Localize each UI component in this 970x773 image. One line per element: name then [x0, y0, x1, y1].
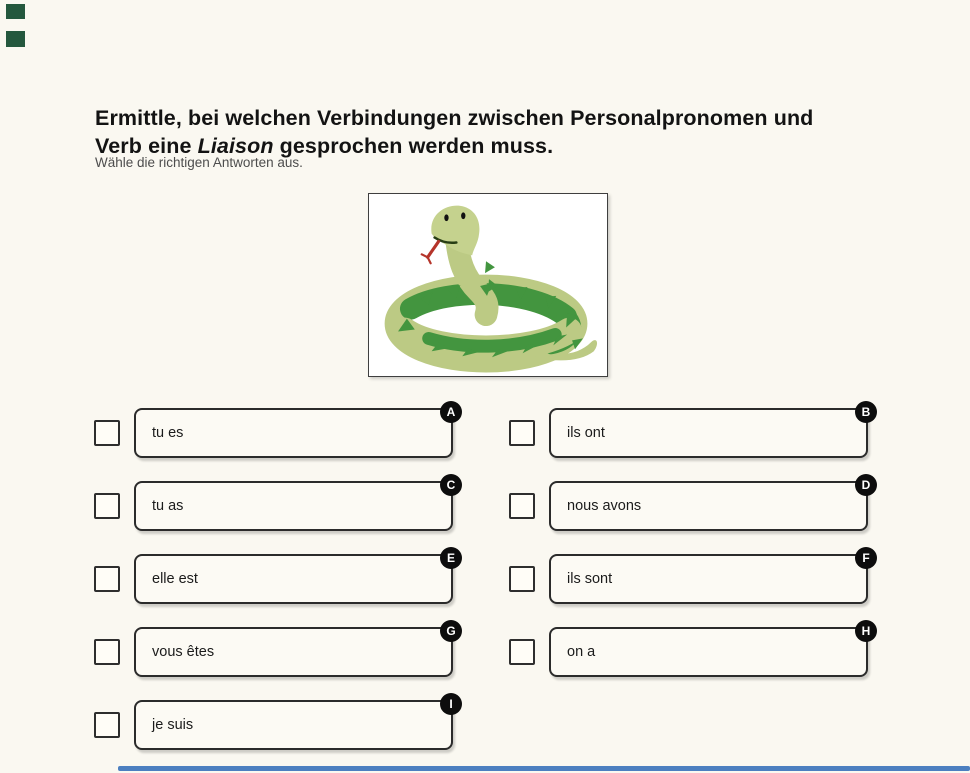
answer-option-f[interactable] [549, 551, 870, 604]
option-letter-badge-h: H [855, 620, 877, 642]
checkbox-d[interactable] [509, 493, 535, 519]
option-label: vous êtes [152, 644, 215, 660]
option-row-b [509, 405, 871, 458]
exercise-instruction: Wähle die richtigen Antworten aus. [95, 155, 303, 170]
option-row-c [94, 478, 456, 531]
answer-option-b[interactable] [549, 405, 871, 458]
answer-option-a[interactable] [134, 405, 456, 458]
option-letter-badge-d: D [855, 474, 877, 496]
option-label: je suis [152, 717, 194, 733]
checkbox-h[interactable] [509, 639, 535, 665]
answer-option-e[interactable] [134, 551, 455, 604]
option-letter-badge-f: F [855, 547, 877, 569]
option-row-e [94, 551, 456, 604]
answer-option-d[interactable] [549, 478, 871, 531]
answer-option-h[interactable] [549, 624, 871, 677]
option-label: nous avons [567, 498, 642, 514]
checkbox-b[interactable] [509, 420, 535, 446]
snake-illustration [369, 194, 607, 376]
option-label: ils ont [567, 425, 605, 441]
option-row-g [94, 624, 456, 677]
title-italic-term: Liaison [197, 134, 274, 159]
answer-option-i[interactable] [134, 697, 453, 750]
checkbox-a[interactable] [94, 420, 120, 446]
option-letter-badge-c: C [440, 474, 462, 496]
corner-marker-square-bottom [6, 31, 25, 47]
title-line-1: Ermittle, bei welchen Verbindungen zwischen Personalpronomen und [95, 106, 814, 131]
answer-option-c[interactable] [134, 478, 456, 531]
option-row-a [94, 405, 456, 458]
option-label: tu es [152, 425, 184, 441]
option-label: elle est [152, 571, 198, 587]
exercise-title [95, 104, 895, 160]
checkbox-i[interactable] [94, 712, 120, 738]
option-letter-badge-a: A [440, 401, 462, 423]
answer-option-g[interactable] [134, 624, 456, 677]
option-label: on a [567, 644, 596, 660]
option-letter-badge-e: E [440, 547, 462, 569]
option-label: tu as [152, 498, 184, 514]
option-row-d [509, 478, 871, 531]
answer-options-grid [94, 405, 884, 768]
option-letter-badge-g: G [440, 620, 462, 642]
option-row-f [509, 551, 871, 604]
option-label: ils sont [567, 571, 613, 587]
corner-marker-square-top [6, 4, 25, 19]
checkbox-c[interactable] [94, 493, 120, 519]
option-row-i [94, 697, 456, 750]
checkbox-g[interactable] [94, 639, 120, 665]
horizontal-scrollbar[interactable] [118, 766, 970, 771]
option-letter-badge-b: B [855, 401, 877, 423]
checkbox-f[interactable] [509, 566, 535, 592]
exercise-image-card [368, 193, 608, 377]
checkbox-e[interactable] [94, 566, 120, 592]
title-line-2: Verb eine Liaison gesprochen werden muss. [95, 134, 554, 159]
option-row-h [509, 624, 871, 677]
option-letter-badge-i: I [440, 693, 462, 715]
